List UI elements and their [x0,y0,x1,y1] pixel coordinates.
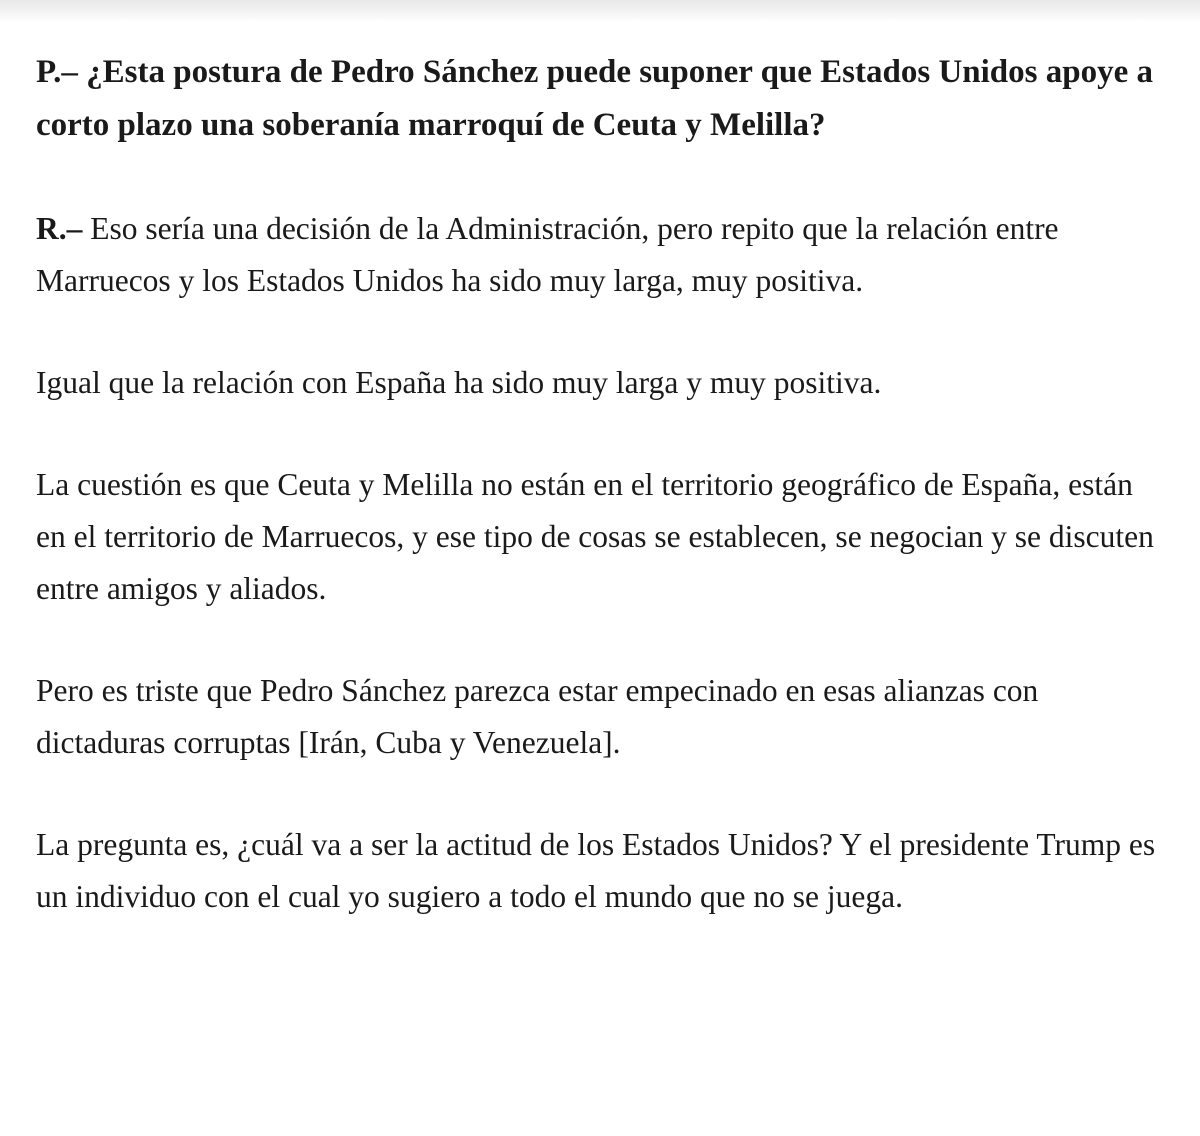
answer-text: Eso sería una decisión de la Administración, pero repito que la relación entre Marruecos y los Estados Unidos ha sido muy larga, muy positiva. [36,211,1059,298]
answer-prefix: R.– [36,211,83,246]
paragraph-4: La pregunta es, ¿cuál va a ser la actitud de los Estados Unidos? Y el presidente Trump es un individuo con el cual yo sugiero a todo el mundo que no se juega. [36,827,1156,914]
interview-answer [36,203,1166,307]
top-cropped-strip [0,0,1200,22]
article-body [36,46,1166,923]
paragraph-2: La cuestión es que Ceuta y Melilla no están en el territorio geográfico de España, están en el territorio de Marruecos, y ese tipo de cosas se establecen, se negocian y se discuten entre amigos y aliados. [36,467,1154,606]
paragraph-1: Igual que la relación con España ha sido muy larga y muy positiva. [36,365,882,400]
paragraph-3: Pero es triste que Pedro Sánchez parezca estar empecinado en esas alianzas con dictaduras corruptas [Irán, Cuba y Venezuela]. [36,673,1039,760]
interview-question: P.– ¿Esta postura de Pedro Sánchez puede suponer que Estados Unidos apoye a corto plazo una soberanía marroquí de Ceuta y Melilla? [36,54,1154,143]
